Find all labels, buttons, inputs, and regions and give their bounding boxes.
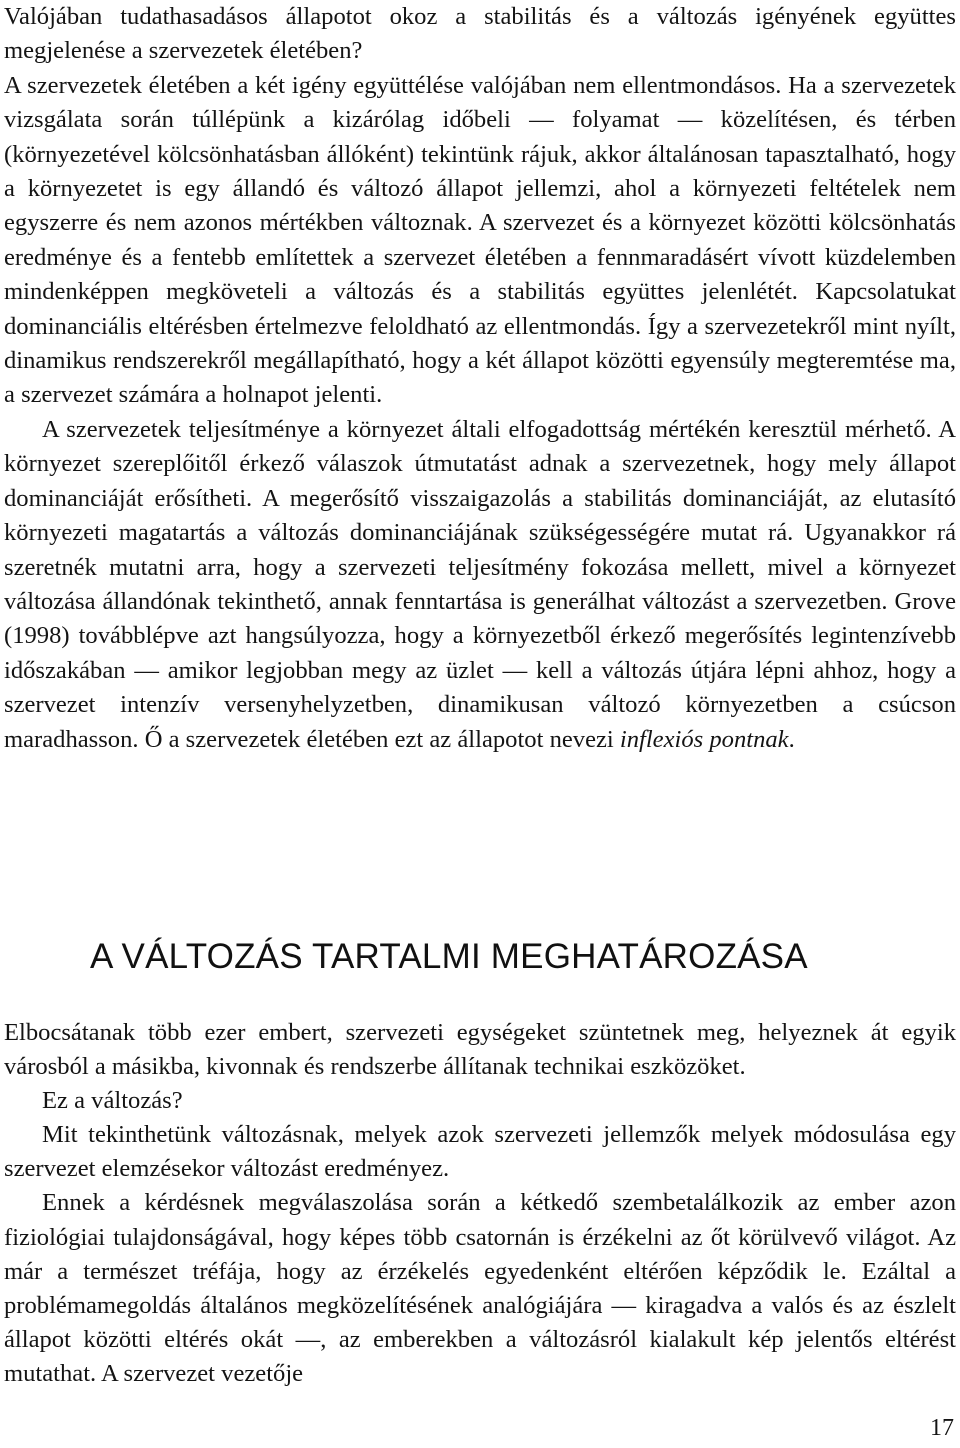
body-text-block [4,0,956,757]
page-number: 17 [930,1415,954,1441]
paragraph: Ez a változás? [42,1087,183,1115]
paragraph: A szervezetek életében a két igény együttélése valójában nem ellentmondásos. Ha a szervezetek vizsgálata során túllépünk a kizárólag időbeli — folyamat — közelítésen, és térben (környezetével kölcsönhatásban állóként) tekintünk rájuk, akkor általánosan tapasztalható, hogy a környezetet is egy állandó és változó állapot jellemzi, ahol a környezeti feltételek nem egyszerre és nem azonos mértékben változnak. A szervezet és a környezet közötti kölcsönhatás eredménye és a fentebb említettek a szervezet életében a fennmaradásért vívott küzdelemben mindenképpen megköveteli a változás és a stabilitás együttes jelenlétét. Kapcsolatukat dominanciális eltérésben értelmezve feloldható az ellentmondás. Így a szervezetekről mint nyílt, dinamikus rendszerekről megállapítható, hogy a két állapot közötti egyensúly megteremtése ma, a szervezet számára a holnapot jelenti. [4,71,956,409]
paragraph: Elbocsátanak több ezer embert, szervezeti egységeket szüntetnek meg, helyeznek át egyik városból a másikba, kivonnak és rendszerbe állítanak technikai eszközöket. [4,1019,956,1081]
paragraph-end: . [788,725,795,753]
emphasized-term: inflexiós pontnak [619,725,789,753]
section-heading: A VÁLTOZÁS TARTALMI MEGHATÁROZÁSA [90,937,808,976]
paragraph-text: A szervezetek teljesítménye a környezet általi elfogadottság mértékén keresztül mérhető. A környezet szereplőitől érkező válaszok útmutatást adnak a szervezetnek, hogy mely állapot dominanciáját erősítheti. A megerősítő visszaigazolás a stabilitás dominanciáját, az elutasító környezeti magatartás a változás dominanciájának szükségességére mutat rá. Ugyanakkor rá szeretnék mutatni arra, hogy a szervezeti teljesítmény fokozása mellett, mivel a környezet változása állandónak tekinthető, annak fenntartása is generálhat változást a szervezetben. Grove (1998) továbblépve azt hangsúlyozza, hogy a környezetből érkező megerősítés legintenzívebb időszakában — amikor legjobban megy az üzlet — kell a változás útjára lépni ahhoz, hogy a szervezet intenzív versenyhelyzetben, dinamikusan változó környezetben a csúcson maradhasson. Ő a szervezetek életében ezt az állapotot nevezi [4,415,956,753]
paragraph: Ennek a kérdésnek megválaszolása során a kétkedő szembetalálkozik az ember azon fiziológiai tulajdonságával, hogy képes több csatornán is érzékelni az őt körülvevő világot. Az már a természet tréfája, hogy az érzékelés egyedenként eltérően képződik le. Ezáltal a problémamegoldás általános megközelítésének analógiájára — kiragadva a valós és az észlelt állapot közötti eltérés okát —, az emberekben a változásról kialakult kép jelentős eltérést mutathat. A szervezet vezetője [4,1189,956,1387]
section-text-block [4,1016,956,1391]
paragraph: Mit tekinthetünk változásnak, melyek azok szervezeti jellemzők melyek módosulása egy szervezet elemzésekor változást eredményez. [4,1121,956,1183]
paragraph [4,413,956,757]
paragraph: Valójában tudathasadásos állapotot okoz a stabilitás és a változás igényének együttes megjelenése a szervezetek életében? [4,3,956,65]
